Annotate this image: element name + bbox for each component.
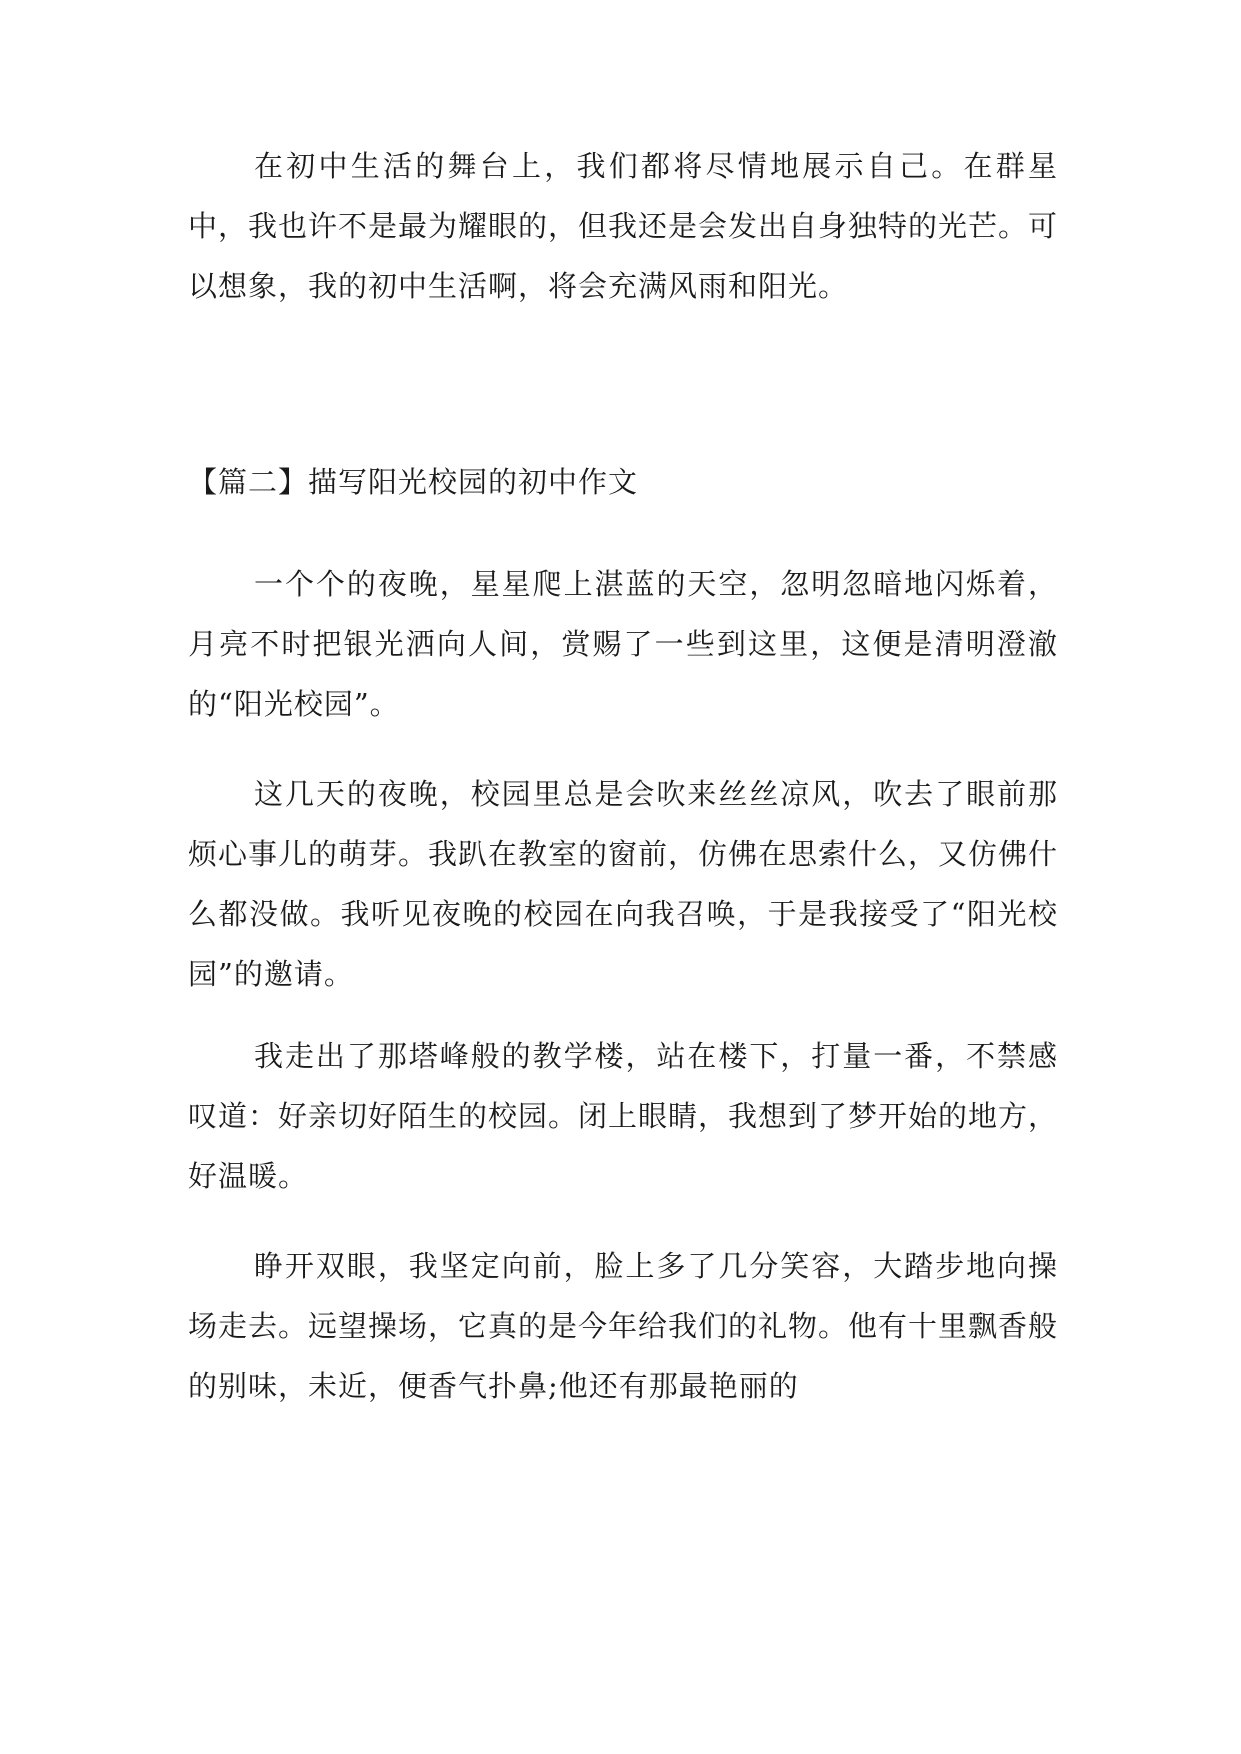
section-heading: 【篇二】描写阳光校园的初中作文 xyxy=(188,465,639,499)
paragraph-4: 我走出了那塔峰般的教学楼，站在楼下，打量一番，不禁感叹道：好亲切好陌生的校园。闭上眼睛，我想到了梦开始的地方，好温暖。 xyxy=(188,1039,1059,1193)
paragraph-1: 在初中生活的舞台上，我们都将尽情地展示自己。在群星中，我也许不是最为耀眼的，但我还是会发出自身独特的光芒。可以想象，我的初中生活啊，将会充满风雨和阳光。 xyxy=(188,149,1059,303)
paragraph-3: 这几天的夜晚，校园里总是会吹来丝丝凉风，吹去了眼前那烦心事儿的萌芽。我趴在教室的窗前，仿佛在思索什么，又仿佛什么都没做。我听见夜晚的校园在向我召唤，于是我接受了“阳光校园”的邀请。 xyxy=(188,777,1059,991)
paragraph-5: 睁开双眼，我坚定向前，脸上多了几分笑容，大踏步地向操场走去。远望操场，它真的是今年给我们的礼物。他有十里飘香般的别味，未近，便香气扑鼻;他还有那最艳丽的 xyxy=(188,1249,1059,1403)
paragraph-2: 一个个的夜晚，星星爬上湛蓝的天空，忽明忽暗地闪烁着，月亮不时把银光洒向人间，赏赐了一些到这里，这便是清明澄澈的“阳光校园”。 xyxy=(188,567,1058,721)
